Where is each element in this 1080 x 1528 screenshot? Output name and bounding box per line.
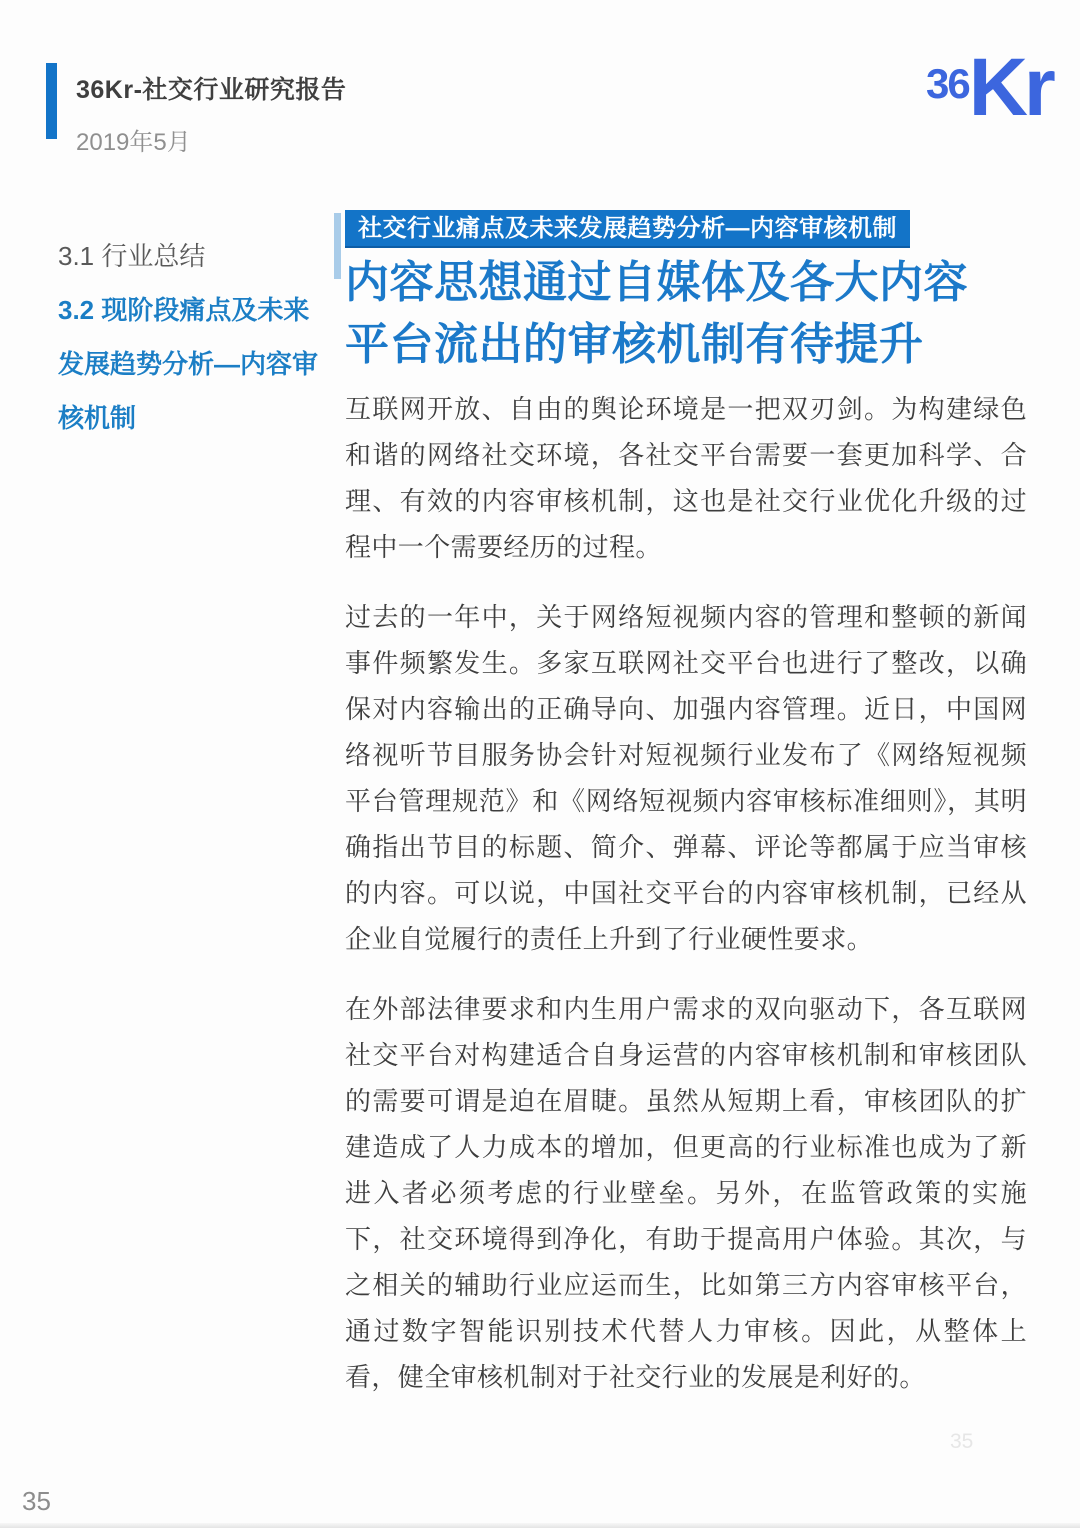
report-title: 36Kr-社交行业研究报告 bbox=[76, 76, 347, 104]
main-content bbox=[345, 210, 1027, 1424]
sidebar-item-3-2-line-3: 核机制 bbox=[58, 403, 137, 433]
sidebar-item-3-2-line-1: 3.2 现阶段痛点及未来 bbox=[58, 295, 310, 325]
page-bottom-edge bbox=[0, 1523, 1080, 1528]
page-heading-line-2: 平台流出的审核机制有待提升 bbox=[345, 320, 924, 369]
body-paragraph-3: 在外部法律要求和内生用户需求的双向驱动下，各互联网社交平台对构建适合自身运营的内容审核机制和审核团队的需要可谓是迫在眉睫。虽然从短期上看，审核团队的扩建造成了人力成本的增加，但更高的行业标准也成为了新进入者必须考虑的行业壁垒。另外，在监管政策的实施下，社交环境得到净化，有助于提高用户体验。其次，与之相关的辅助行业应运而生，比如第三方内容审核平台，通过数字智能识别技术代替人力审核。因此，从整体上看，健全审核机制对于社交行业的发展是利好的。 bbox=[345, 994, 1027, 1392]
header bbox=[76, 70, 346, 157]
sidebar-item-3-2-line-2: 发展趋势分析—内容审 bbox=[58, 349, 319, 379]
36kr-logo bbox=[926, 42, 1052, 133]
watermark-page-number: 35 bbox=[950, 1430, 974, 1453]
report-date: 2019年5月 bbox=[76, 129, 191, 156]
body-paragraph-1: 互联网开放、自由的舆论环境是一把双刃剑。为构建绿色和谐的网络社交环境，各社交平台需要一套更加科学、合理、有效的内容审核机制，这也是社交行业优化升级的过程中一个需要经历的过程。 bbox=[345, 394, 1027, 562]
logo-36-text: 36 bbox=[926, 60, 969, 107]
page-heading-line-1: 内容思想通过自媒体及各大内容 bbox=[345, 258, 968, 307]
body-copy bbox=[345, 386, 1027, 1400]
sidebar-item-3-2 bbox=[58, 283, 318, 445]
page-heading bbox=[345, 252, 1027, 376]
sidebar-toc bbox=[58, 229, 318, 445]
header-accent-bar bbox=[46, 63, 57, 139]
heading-accent-tab bbox=[334, 213, 341, 279]
logo-kr-text: Kr bbox=[968, 42, 1052, 133]
sidebar-item-3-1: 3.1 行业总结 bbox=[58, 241, 206, 271]
body-paragraph-2: 过去的一年中，关于网络短视频内容的管理和整顿的新闻事件频繁发生。多家互联网社交平台也进行了整改，以确保对内容输出的正确导向、加强内容管理。近日，中国网络视听节目服务协会针对短视频行业发布了《网络短视频平台管理规范》和《网络短视频内容审核标准细则》，其明确指出节目的标题、简介、弹幕、评论等都属于应当审核的内容。可以说，中国社交平台的内容审核机制，已经从企业自觉履行的责任上升到了行业硬性要求。 bbox=[345, 602, 1027, 954]
page-number: 35 bbox=[22, 1486, 51, 1516]
section-banner: 社交行业痛点及未来发展趋势分析—内容审核机制 bbox=[345, 210, 910, 248]
